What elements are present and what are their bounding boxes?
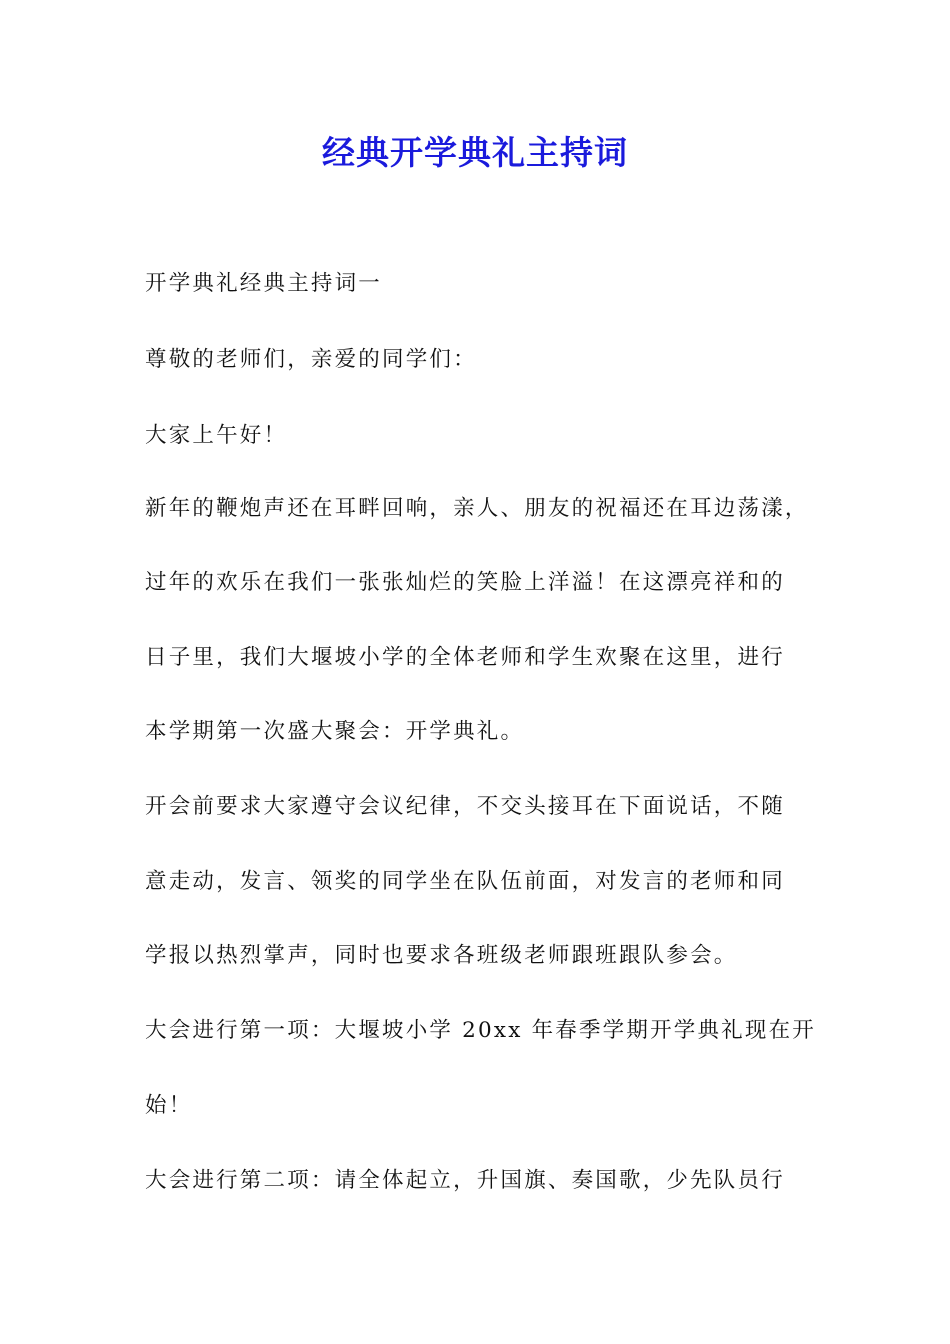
paragraph-line: 过年的欢乐在我们一张张灿烂的笑脸上洋溢！在这漂亮祥和的	[145, 570, 785, 595]
paragraph-line: 意走动，发言、领奖的同学坐在队伍前面，对发言的老师和同	[145, 869, 785, 894]
paragraph-line: 学报以热烈掌声，同时也要求各班级老师跟班跟队参会。	[145, 943, 738, 968]
paragraph-line: 始！	[145, 1093, 193, 1118]
paragraph-line: 本学期第一次盛大聚会：开学典礼。	[145, 719, 525, 744]
paragraph-line: 开会前要求大家遵守会议纪律，不交头接耳在下面说话，不随	[145, 794, 785, 819]
paragraph-line: 日子里，我们大堰坡小学的全体老师和学生欢聚在这里，进行	[145, 645, 785, 670]
greeting-line: 尊敬的老师们，亲爱的同学们：	[145, 347, 477, 372]
document-title: 经典开学典礼主持词	[322, 133, 628, 172]
paragraph-line: 大会进行第一项：大堰坡小学 20xx 年春季学期开学典礼现在开	[145, 1018, 816, 1043]
paragraph-line: 新年的鞭炮声还在耳畔回响，亲人、朋友的祝福还在耳边荡漾，	[145, 496, 809, 521]
salutation-line: 大家上午好！	[145, 423, 288, 448]
section-heading: 开学典礼经典主持词一	[145, 271, 383, 296]
paragraph-line: 大会进行第二项：请全体起立，升国旗、奏国歌，少先队员行	[145, 1168, 785, 1193]
